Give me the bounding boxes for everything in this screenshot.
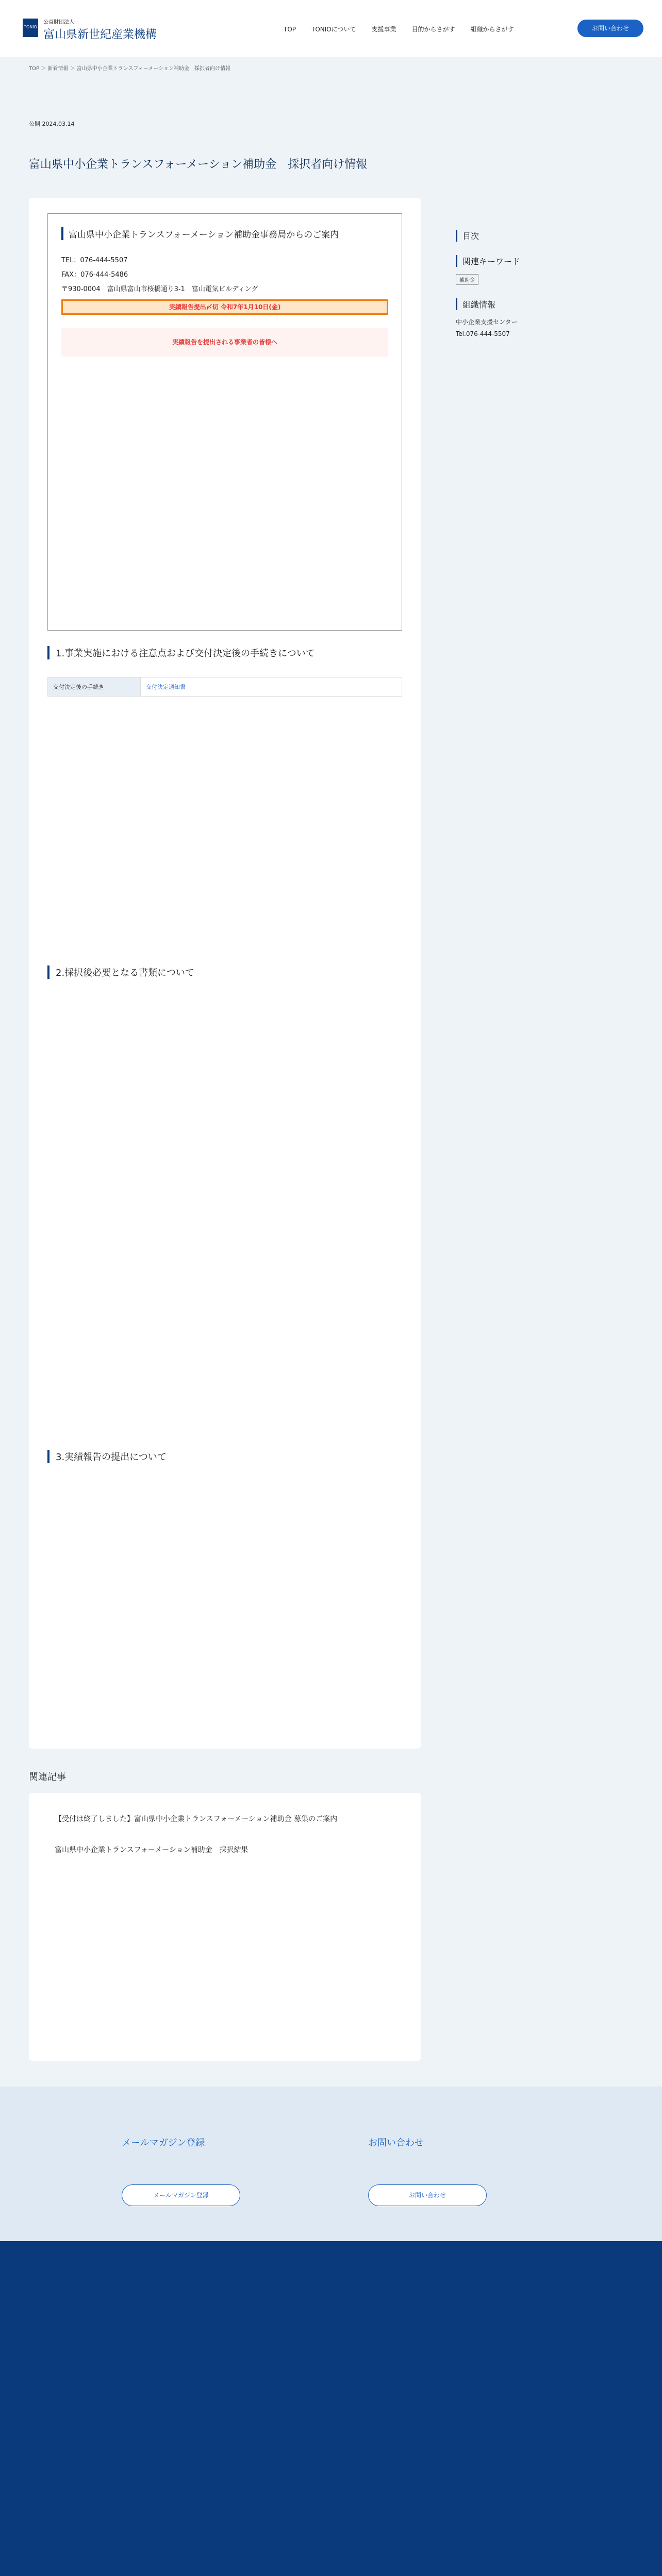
related-card: [29, 1793, 421, 2061]
header: [0, 0, 662, 57]
inquiry-button[interactable]: お問い合わせ: [368, 2184, 487, 2206]
notice-fax: FAX：076-444-5486: [61, 271, 128, 279]
notice-box: [47, 213, 402, 631]
keyword-tag[interactable]: 補助金: [456, 274, 478, 285]
newsletter-bar: [0, 2087, 662, 2241]
info-tel: Tel.076-444-5507: [456, 330, 510, 337]
keyword-heading: 関連キーワード: [456, 255, 631, 267]
pink-title: 実績報告を提出される事業者の皆様へ: [172, 338, 277, 346]
footer: [0, 2241, 662, 2576]
related-item[interactable]: 【受付は終了しました】富山県中小企業トランスフォーメーション補助金 募集のご案内: [55, 1815, 338, 1823]
breadcrumb: TOP ＞ 新着情報 ＞ 富山県中小企業トランスフォーメーション補助金 採択者向け情報: [29, 66, 231, 72]
publish-date: 公開 2024.03.14: [29, 121, 75, 127]
link[interactable]: 交付決定通知書: [146, 684, 186, 690]
related-heading: 関連記事: [29, 1772, 66, 1783]
notice-address: 〒930-0004 富山県富山市桜橋通り3-1 富山電気ビルディング: [61, 285, 258, 293]
pink-box: [61, 328, 388, 357]
main-card: [29, 198, 421, 1749]
notice-tel: TEL：076-444-5507: [61, 257, 128, 264]
procedure-table: [47, 677, 402, 697]
logo[interactable]: TONIO: [23, 19, 38, 37]
mail-heading: メールマガジン登録: [122, 2138, 205, 2148]
nav-about[interactable]: TONIOについて: [311, 26, 356, 33]
nav-support[interactable]: 支援事業: [371, 26, 396, 33]
page-title: 富山県中小企業トランスフォーメーション補助金 採択者向け情報: [29, 158, 368, 171]
info-heading: 組織情報: [456, 298, 631, 310]
section-3-title: 3.実績報告の提出について: [47, 1450, 402, 1463]
nav-org[interactable]: 組織からさがす: [470, 26, 514, 33]
nav-top[interactable]: TOP: [284, 26, 296, 33]
row-label: 交付決定後の手続き: [48, 677, 141, 697]
section-1-title: 1.事業実施における注意点および交付決定後の手続きについて: [47, 646, 402, 659]
main-nav: [284, 25, 529, 33]
contact-button[interactable]: お問い合わせ: [577, 20, 643, 37]
inquiry-heading: お問い合わせ: [368, 2138, 424, 2148]
nav-purpose[interactable]: 目的からさがす: [411, 26, 455, 33]
toc-heading: 目次: [456, 230, 631, 242]
section-2-title: 2.採択後必要となる書類について: [47, 965, 402, 979]
sidebar: [456, 216, 631, 342]
org-name[interactable]: 富山県新世紀産業機構: [43, 28, 157, 41]
org-sub: 公益財団法人: [43, 20, 74, 25]
info-center: 中小企業支援センター: [456, 318, 518, 326]
notice-title: 富山県中小企業トランスフォーメーション補助金事務局からのご案内: [61, 227, 388, 240]
deadline-banner: 実績報告提出〆切 令和7年1月10日(金): [61, 299, 388, 315]
mail-button[interactable]: メールマガジン登録: [122, 2184, 240, 2206]
related-item[interactable]: 富山県中小企業トランスフォーメーション補助金 採択結果: [55, 1846, 249, 1854]
